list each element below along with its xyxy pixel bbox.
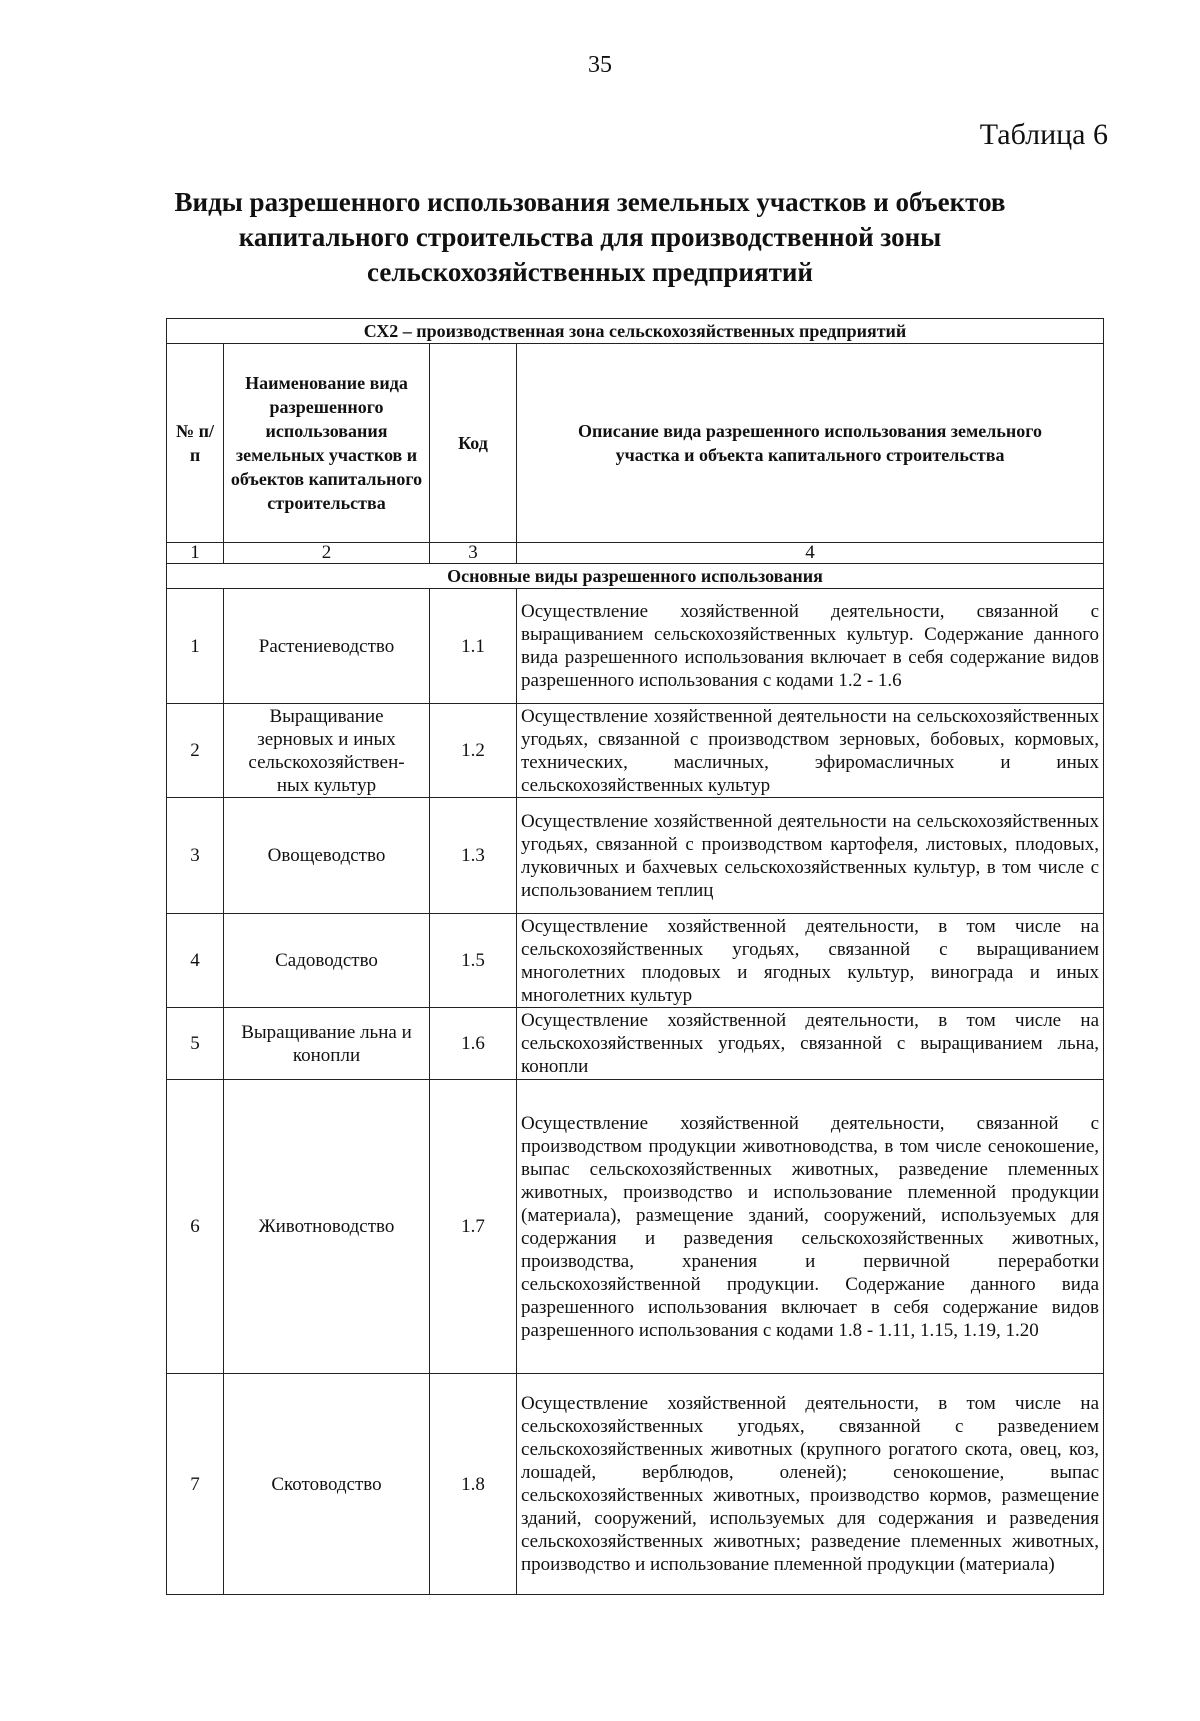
header-num: № п/п <box>167 344 224 543</box>
table-row <box>167 589 1104 704</box>
table-row <box>167 1080 1104 1374</box>
column-number: 2 <box>224 543 430 564</box>
table-row <box>167 798 1104 914</box>
use-code: 1.3 <box>430 798 517 914</box>
title-line: сельскохозяйственных предприятий <box>367 257 813 287</box>
zone-header: СХ2 – производственная зона сельскохозяйственных предприятий <box>167 319 1104 344</box>
use-name: Выращивание льна и конопли <box>224 1008 430 1080</box>
column-header-row <box>167 344 1104 543</box>
use-code: 1.6 <box>430 1008 517 1080</box>
row-number: 7 <box>167 1374 224 1595</box>
document-title <box>140 185 1040 290</box>
zone-header-row <box>167 319 1104 344</box>
table-row <box>167 704 1104 798</box>
use-name: Растениеводство <box>224 589 430 704</box>
use-name: Садоводство <box>224 914 430 1008</box>
table-row <box>167 1374 1104 1595</box>
header-desc: Описание вида разрешенного использования земельного участка и объекта капитального строительства <box>517 344 1104 543</box>
use-code: 1.8 <box>430 1374 517 1595</box>
use-description: Осуществление хозяйственной деятельности, связанной с выращиванием сельскохозяйственных культур. Содержание данного вида разрешенного использования включает в себя содержание видов разрешенного использования с кодами 1.2 - 1.6 <box>517 589 1104 704</box>
row-number: 1 <box>167 589 224 704</box>
table-row <box>167 914 1104 1008</box>
use-description: Осуществление хозяйственной деятельности, в том числе на сельскохозяйственных угодьях, связанной с выращиванием многолетних плодовых и ягодных культур, винограда и иных многолетних культур <box>517 914 1104 1008</box>
use-code: 1.7 <box>430 1080 517 1374</box>
use-description: Осуществление хозяйственной деятельности, в том числе на сельскохозяйственных угодьях, связанной с выращиванием льна, конопли <box>517 1008 1104 1080</box>
header-code: Код <box>430 344 517 543</box>
row-number: 6 <box>167 1080 224 1374</box>
use-name: Животноводство <box>224 1080 430 1374</box>
header-name: Наименование вида разрешенного использования земельных участков и объектов капитального строительства <box>224 344 430 543</box>
page-number: 35 <box>588 52 612 78</box>
use-code: 1.2 <box>430 704 517 798</box>
column-number-row <box>167 543 1104 564</box>
column-number: 3 <box>430 543 517 564</box>
use-code: 1.1 <box>430 589 517 704</box>
use-description: Осуществление хозяйственной деятельности, в том числе на сельскохозяйственных угодьях, связанной с разведением сельскохозяйственных животных (крупного рогатого скота, овец, коз, лошадей, верблюдов, оленей); сенокошение, выпас сельскохозяйственных животных, производство кормов, размещение зданий, сооружений, используемых для содержания и разведения сельскохозяйственных животных; разведение племенных животных, производство и использование племенной продукции (материала) <box>517 1374 1104 1595</box>
row-number: 3 <box>167 798 224 914</box>
table-row <box>167 1008 1104 1080</box>
use-code: 1.5 <box>430 914 517 1008</box>
column-number: 4 <box>517 543 1104 564</box>
use-name: Овощеводство <box>224 798 430 914</box>
row-number: 2 <box>167 704 224 798</box>
use-name: Выращивание зерновых и иных сельскохозяйствен-ных культур <box>224 704 430 798</box>
use-description: Осуществление хозяйственной деятельности на сельскохозяйственных угодьях, связанной с производством зерновых, бобовых, кормовых, технических, масличных, эфиромасличных и иных сельскохозяйственных культур <box>517 704 1104 798</box>
land-use-table <box>166 318 1104 1595</box>
table-label: Таблица 6 <box>979 118 1108 151</box>
title-line: капитального строительства для производственной зоны <box>238 222 942 252</box>
use-name: Скотоводство <box>224 1374 430 1595</box>
row-number: 5 <box>167 1008 224 1080</box>
section-row <box>167 564 1104 589</box>
section-title: Основные виды разрешенного использования <box>167 564 1104 589</box>
column-number: 1 <box>167 543 224 564</box>
row-number: 4 <box>167 914 224 1008</box>
use-description: Осуществление хозяйственной деятельности на сельскохозяйственных угодьях, связанной с производством картофеля, листовых, плодовых, луковичных и бахчевых сельскохозяйственных культур, в том числе с использованием теплиц <box>517 798 1104 914</box>
use-description: Осуществление хозяйственной деятельности, связанной с производством продукции животноводства, в том числе сенокошение, выпас сельскохозяйственных животных, разведение племенных животных, производство и использование племенной продукции (материала), размещение зданий, сооружений, используемых для содержания и разведения сельскохозяйственных животных, производства, хранения и первичной переработки сельскохозяйственной продукции. Содержание данного вида разрешенного использования включает в себя содержание видов разрешенного использования с кодами 1.8 - 1.11, 1.15, 1.19, 1.20 <box>517 1080 1104 1374</box>
title-line: Виды разрешенного использования земельных участков и объектов <box>174 187 1006 217</box>
